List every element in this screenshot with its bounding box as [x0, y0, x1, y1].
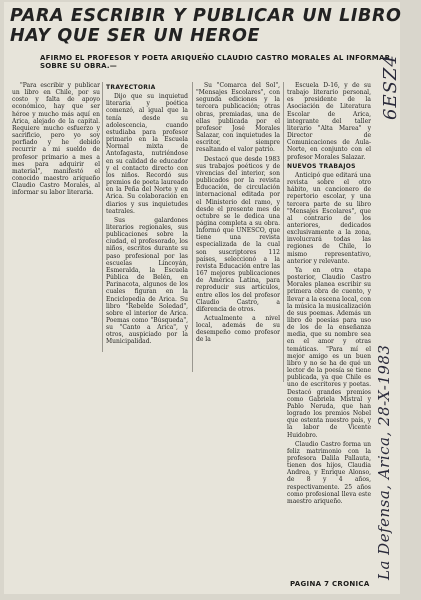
headline: PARA ESCRIBIR Y PUBLICAR UN LIBRO HAY QUE SER UN HEROE: [10, 6, 402, 46]
paragraph: Claudio Castro forma un feliz matrimonio con la profesora Dalila Pallauta, tienen dos hijos, Claudia Andrea, y Enrique Alonso, de 8 y 4 años, respectivamente. 25 años como profesional lleva este maestro ariqueño.: [287, 440, 371, 505]
paragraph: Actualmente a nivel local, además de su desempeño como profesor de la: [196, 315, 280, 344]
column-divider: [102, 82, 103, 352]
paragraph: "Para escribir y publicar un libro en Chile, por su costo y falta de apoyo económico, hay que ser héroe y mucho más aquí en Arica, alejado de la capital. Requiere mucho esfuerzo y sacrificio, pero yo soy porfiado y he debido recurrir a mi sueldo de profesor primario a mes a mes para adquirir el material", manifestó el conocido maestro ariqueño Claudio Castro Morales, al informar su labor literaria.: [12, 82, 100, 197]
kicker-subheading: AFIRMO EL PROFESOR Y POETA ARIQUEÑO CLAUDIO CASTRO MORALES AL INFORMAR SOBRE SU OBRA.—: [40, 54, 391, 71]
section-heading-nuevos-trabajos: NUEVOS TRABAJOS: [287, 162, 356, 170]
column-divider: [192, 82, 193, 372]
section-heading-trayectoria: TRAYECTORIA: [106, 84, 156, 91]
paragraph: Dijo que su inquietud literaria y poética comenzó, al igual que la tenía desde su adolescencia, cuando estudiaba para profesor primario en la Escuela Normal mixta de Antofagasta, nutriéndose en su calidad de educador y el contacto directo con los niños. Recordó sus premios de poeta laureado en la Peña del Norte y en Arica. Su colaboración en diarios y sus inquietudes teatrales.: [106, 93, 188, 215]
newspaper-clipping: [4, 2, 400, 594]
handwritten-archive-code: 6ESZ4: [380, 54, 401, 120]
handwritten-annotation: [371, 190, 417, 586]
paragraph: Destacó que desde 1983 sus trabajos poéticos y de vivencias del interior, son publicados por la revista Educación, de circulación internacional editada por el Ministerio del ramo, y desde el presente mes de octubre se le dedica una página completa a su obra. Informó que UNESCO, que tiene una revista especializada de la cual son suscriptores 112 países, seleccionó a la revista Educación entre las 167 mejores publicaciones de América Latina, para reproducir sus artículos, entre ellos los del profesor Claudio Castro, a diferencia de otros.: [196, 155, 280, 313]
paragraph: Ya en otra etapa posterior, Claudio Castro Morales planea escribir su primera obra de cuento, y llevar a la escena local, con la música la musicalización de sus poemas. Además un libro de poesías para uso de los de la enseñanza media, que su nombre sea en el amor y otras temáticas. "Para mí el mejor amigo es un buen libro y no se ha de qué un lector de la poesía se tiene publicada, ya que Chile es uno de escritores y poetas. Destacó grandes premios como Gabriela Mistral y Pablo Neruda, que han logrado los premios Nobel que ostenta nuestro país, y la labor de Vicente Huidobro.: [287, 266, 371, 439]
page-footer: PAGINA 7 CRONICA: [290, 580, 370, 588]
paragraph: Escuela D-16, y de su trabajo literario personal, es presidente de la Asociación de Literatura Escolar de Arica, integrante del taller literario "Alta Marea" y Director de Comunicaciones de Aula-Norte, en conjunto con el profesor Morales Salazar.: [287, 82, 371, 161]
paragraph: Anticipó que editará una revista sobre el otro hábito, un cancionero de repertorio escolar, y una tercera parte de su libro "Mensajes Escolares", que al contrario de los anteriores, dedicados exclusivamente a la zona, involucrará todas las regiones de Chile, lo mismo representativo, anterior y relevante.: [287, 171, 371, 265]
article-column-2: [106, 82, 188, 372]
article-column-1: [12, 82, 100, 352]
column-divider: [283, 82, 284, 382]
article-column-3: [196, 82, 280, 382]
handwritten-source-note: La Defensa, Arica, 28-X-1983: [375, 344, 393, 580]
article-column-4: [287, 82, 371, 574]
paragraph: Su "Comarca del Sol", "Mensajes Escolares", con segunda ediciones y la tercera publicación; otras obras, premiadas, una de ellas publicada por el profesor José Morales Salazar, con inquietudes la escritor, siempre resaltando el valor patrio.: [196, 82, 280, 154]
paragraph: Sus galardones literarios regionales, sus publicaciones sobre la ciudad, el profesorado, los niños, escritos durante su paso profesional por las escuelas Lincoyán, Esmeralda, la Escuela Pública de Belén, en Parinacota, algunos de los cuales figuran en la Enciclopedia de Arica. Su libro "Rebelde Soledad", sobre el interior de Arica. Poemas como "Búsqueda", su "Canto a Arica", y otros, auspiciado por la Municipalidad.: [106, 216, 188, 346]
